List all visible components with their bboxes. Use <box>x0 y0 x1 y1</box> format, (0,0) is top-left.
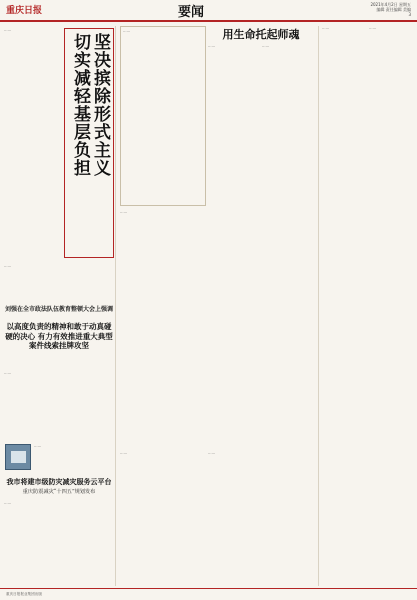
paper-name: 重庆日报 <box>6 6 43 16</box>
article-headline: 我市将建市级防灾减灾服务云平台 <box>6 478 112 486</box>
feature-headline: 用生命托起师魂 <box>222 28 300 41</box>
page-footer: 重庆日报报业集团出版 <box>0 588 417 600</box>
article-body: …… <box>208 44 216 48</box>
article-body: …… <box>322 26 330 30</box>
article-body: …… <box>4 264 12 268</box>
article-body: …… <box>34 444 42 448</box>
article-headline: 以高度负责的精神和敢于动真碰硬的决心 有力有效推进重大典型案件线索挂牌攻坚 <box>5 322 113 350</box>
article-body: …… <box>120 210 128 214</box>
article-subheadline: 重庆防震减灾“十四五”规划发布 <box>22 489 96 495</box>
right-column <box>318 26 413 586</box>
middle-column <box>120 26 316 586</box>
headline-line-2: 切实减轻基层负担 <box>70 33 90 177</box>
intro-text: …… <box>123 29 131 33</box>
news-photo <box>5 444 31 470</box>
issue-editors: 编辑 责任编辑 美编 <box>376 7 411 12</box>
photo-detail <box>11 451 26 463</box>
article-body: …… <box>120 451 128 455</box>
issue-info <box>370 2 411 12</box>
article-body: …… <box>4 28 12 32</box>
masthead <box>0 0 417 22</box>
article-body: …… <box>369 26 377 30</box>
left-column <box>4 26 116 586</box>
headline-line-1: 坚决摈除形式主义 <box>90 33 110 177</box>
vertical-headline-box <box>64 28 114 258</box>
article-body: …… <box>208 451 216 455</box>
section-title: 要闻 <box>178 5 205 20</box>
article-kicker: 刘强在全市政法队伍教育整顿大会上强调 <box>4 306 113 313</box>
article-body: …… <box>4 501 12 505</box>
vertical-headline <box>70 33 110 255</box>
page-number: 3 <box>408 12 411 17</box>
article-body: …… <box>262 44 270 48</box>
intro-box <box>120 26 206 206</box>
article-body: …… <box>4 371 12 375</box>
issue-date: 2021年4月2日 星期五 <box>370 2 411 7</box>
